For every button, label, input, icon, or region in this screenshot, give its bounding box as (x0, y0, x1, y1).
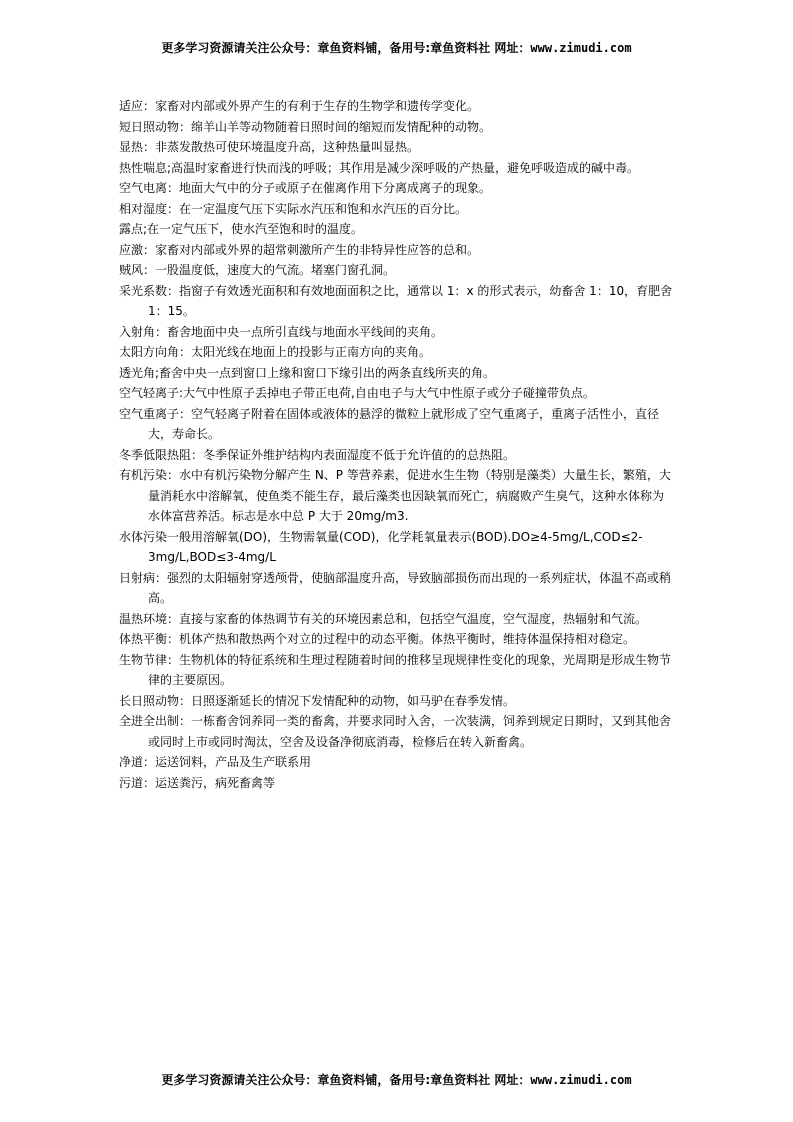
header-text: 更多学习资源请关注公众号：章鱼资料铺，备用号:章鱼资料社 网址： (161, 41, 531, 55)
glossary-content (119, 96, 675, 793)
glossary-entry: 应激：家畜对内部或外界的超常刺激所产生的非特异性应答的总和。 (119, 242, 480, 257)
page-footer (0, 1071, 793, 1088)
glossary-entry: 透光角;畜舍中央一点到窗口上缘和窗口下缘引出的两条直线所夹的角。 (119, 365, 496, 380)
page-header (0, 39, 793, 56)
glossary-entry: 露点;在一定气压下，使水汽至饱和时的温度。 (119, 222, 364, 236)
glossary-entry: 污道：运送粪污，病死畜禽等 (119, 775, 276, 790)
glossary-entry: 有机污染：水中有机污染物分解产生 N、P 等营养素，促进水生生物（特别是藻类）大量生长，繁殖，大量消耗水中溶解氧，使鱼类不能生存，最后藻类也因缺氧而死亡，病腐败产生臭气，这种水体称为水体富营养活。标志是水中总 P 大于 20mg/m3. (119, 468, 671, 523)
footer-url-link[interactable]: www.zimudi.com (530, 1073, 632, 1087)
glossary-entry: 采光系数：指窗子有效透光面积和有效地面面积之比，通常以 1：x 的形式表示，幼畜舍 1：10，育肥舍 1：15。 (119, 283, 673, 318)
glossary-entry: 水体污染一般用溶解氧(DO)，生物需氧量(COD)，化学耗氧量表示(BOD).DO≥4-5mg/L,COD≤2-3mg/L,BOD≤3-4mg/L (119, 529, 643, 564)
glossary-entry: 生物节律：生物机体的特征系统和生理过程随着时间的推移呈现规律性变化的现象，光周期是形成生物节律的主要原因。 (119, 652, 672, 687)
glossary-entry: 全进全出制：一栋畜舍饲养同一类的畜禽，并要求同时入舍，一次装满，饲养到规定日期时，又到其他舍或同时上市或同时淘汰，空舍及设备净彻底消毒，检修后在转入新畜禽。 (119, 714, 672, 749)
header-url-link[interactable]: www.zimudi.com (530, 41, 632, 55)
glossary-entry: 冬季低限热阻：冬季保证外维护结构内表面湿度不低于允许值的的总热阻。 (119, 447, 516, 462)
glossary-entry: 显热：非蒸发散热可使环境温度升高，这种热量叫显热。 (119, 140, 420, 154)
glossary-entry: 空气轻离子:大气中性原子丢掉电子带正电荷,自由电子与大气中性原子或分子碰撞带负点。 (119, 386, 595, 400)
glossary-entry: 适应：家畜对内部或外界产生的有利于生存的生物学和遗传学变化。 (119, 99, 480, 113)
glossary-entry: 净道：运送饲料，产品及生产联系用 (119, 755, 312, 769)
glossary-entry: 长日照动物：日照逐渐延长的情况下发情配种的动物，如马驴在春季发情。 (119, 693, 516, 708)
glossary-entry: 体热平衡：机体产热和散热两个对立的过程中的动态平衡。体热平衡时，维持体温保持相对稳定。 (119, 632, 636, 646)
glossary-entry: 相对湿度：在一定温度气压下实际水汽压和饱和水汽压的百分比。 (119, 201, 468, 216)
glossary-entry: 日射病：强烈的太阳辐射穿透颅骨，使脑部温度升高，导致脑部损伤而出现的一系列症状，体温不高或稍高。 (119, 570, 672, 605)
glossary-entry: 热性喘息;高温时家畜进行快而浅的呼吸；其作用是减少深呼吸的产热量，避免呼吸造成的碱中毒。 (119, 160, 640, 175)
glossary-entry: 空气电离：地面大气中的分子或原子在催离作用下分离成离子的现象。 (119, 181, 492, 195)
glossary-entry: 空气重离子：空气轻离子附着在固体或液体的悬浮的微粒上就形成了空气重离子，重离子活性小，直径大，寿命长。 (119, 406, 660, 441)
glossary-entry: 短日照动物：绵羊山羊等动物随着日照时间的缩短而发情配种的动物。 (119, 119, 492, 134)
glossary-entry: 太阳方向角：太阳光线在地面上的投影与正南方向的夹角。 (119, 345, 432, 359)
glossary-entry: 温热环境：直接与家畜的体热调节有关的环境因素总和，包括空气温度，空气湿度，热辐射和气流。 (119, 611, 648, 626)
glossary-entry: 入射角：畜舍地面中央一点所引直线与地面水平线间的夹角。 (119, 324, 444, 339)
footer-text: 更多学习资源请关注公众号：章鱼资料铺，备用号:章鱼资料社 网址： (161, 1073, 531, 1087)
glossary-entry: 贼风：一股温度低，速度大的气流。堵塞门窗孔洞。 (119, 263, 396, 277)
